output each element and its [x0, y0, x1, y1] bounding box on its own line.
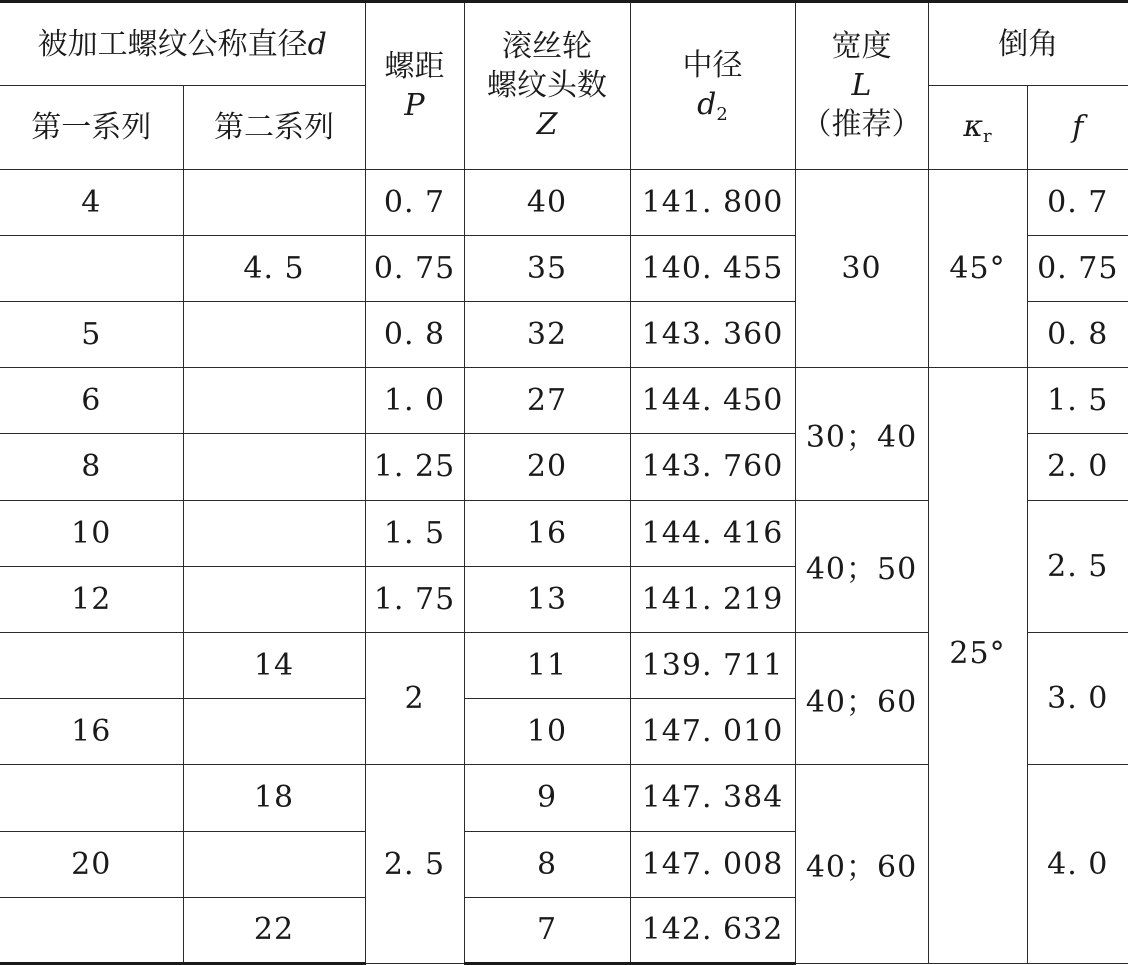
cell-heads: 16 — [464, 500, 630, 566]
cell-pitch: 0. 8 — [365, 301, 464, 367]
cell-series-1 — [0, 632, 183, 698]
cell-series-1 — [0, 765, 183, 831]
cell-pitch-merged: 2. 5 — [365, 765, 464, 964]
cell-pitch: 1. 5 — [365, 500, 464, 566]
pitch-diameter-d: d — [697, 86, 717, 122]
cell-heads: 10 — [464, 699, 630, 765]
cell-series-1 — [0, 235, 183, 301]
cell-heads: 8 — [464, 831, 630, 897]
cell-pitch-diameter: 140. 455 — [630, 235, 795, 301]
cell-pitch-diameter: 147. 008 — [630, 831, 795, 897]
cell-pitch: 1. 0 — [365, 368, 464, 434]
cell-heads: 20 — [464, 434, 630, 500]
pitch-diameter-sub: 2 — [716, 103, 728, 125]
cell-series-1: 10 — [0, 500, 183, 566]
header-series-2: 第二系列 — [183, 86, 365, 169]
cell-series-2: 22 — [183, 897, 365, 963]
cell-pitch-diameter: 147. 010 — [630, 699, 795, 765]
cell-series-2: 18 — [183, 765, 365, 831]
cell-heads: 11 — [464, 632, 630, 698]
cell-series-1 — [0, 897, 183, 963]
cell-pitch-diameter: 139. 711 — [630, 632, 795, 698]
header-series-1: 第一系列 — [0, 86, 183, 169]
cell-series-2 — [183, 301, 365, 367]
cell-width-merged: 40；50 — [795, 500, 928, 632]
header-heads — [464, 2, 630, 170]
table-row — [0, 368, 1128, 434]
cell-series-1: 16 — [0, 699, 183, 765]
cell-pitch-diameter: 141. 219 — [630, 566, 795, 632]
header-pitch-symbol: P — [404, 87, 425, 123]
cell-heads: 35 — [464, 235, 630, 301]
header-heads-line1: 滚丝轮 — [502, 29, 592, 65]
cell-width-merged: 40；60 — [795, 765, 928, 964]
cell-width-merged: 30 — [795, 169, 928, 368]
cell-heads: 13 — [464, 566, 630, 632]
cell-kappa-merged: 25° — [928, 368, 1027, 964]
cell-width-merged: 40；60 — [795, 632, 928, 764]
header-width — [795, 2, 928, 170]
header-row-1 — [0, 2, 1128, 86]
cell-pitch: 1. 25 — [365, 434, 464, 500]
header-pitch-diameter — [630, 2, 795, 170]
cell-heads: 9 — [464, 765, 630, 831]
cell-f: 2. 0 — [1027, 434, 1128, 500]
header-width-label: 宽度 — [831, 29, 892, 65]
header-pitch-label: 螺距 — [384, 48, 445, 84]
cell-heads: 32 — [464, 301, 630, 367]
cell-series-1: 4 — [0, 169, 183, 235]
cell-pitch-diameter: 143. 360 — [630, 301, 795, 367]
cell-pitch: 0. 7 — [365, 169, 464, 235]
cell-heads: 40 — [464, 169, 630, 235]
header-nominal-diameter — [0, 2, 365, 86]
cell-series-2 — [183, 434, 365, 500]
header-chamfer — [928, 2, 1128, 86]
cell-series-2 — [183, 566, 365, 632]
cell-pitch-diameter: 144. 450 — [630, 368, 795, 434]
header-nominal-diameter-symbol: d — [307, 26, 327, 62]
cell-series-1: 20 — [0, 831, 183, 897]
cell-f-merged: 4. 0 — [1027, 765, 1128, 964]
table-row — [0, 169, 1128, 235]
header-heads-symbol: Z — [536, 107, 558, 143]
cell-pitch-diameter: 147. 384 — [630, 765, 795, 831]
header-pitch-diameter-label: 中径 — [682, 47, 743, 83]
header-heads-line2: 螺纹头数 — [487, 68, 607, 104]
cell-pitch: 0. 75 — [365, 235, 464, 301]
cell-pitch: 1. 75 — [365, 566, 464, 632]
cell-f: 0. 75 — [1027, 235, 1128, 301]
cell-f: 1. 5 — [1027, 368, 1128, 434]
cell-pitch-diameter: 141. 800 — [630, 169, 795, 235]
cell-series-1: 8 — [0, 434, 183, 500]
cell-series-1: 5 — [0, 301, 183, 367]
kappa-sub: r — [983, 125, 992, 147]
header-chamfer-label: 倒角 — [998, 26, 1059, 62]
cell-series-1: 6 — [0, 368, 183, 434]
kappa-symbol: κ — [963, 108, 984, 144]
cell-pitch-diameter: 143. 760 — [630, 434, 795, 500]
cell-series-2: 4. 5 — [183, 235, 365, 301]
cell-series-2: 14 — [183, 632, 365, 698]
cell-kappa-merged: 45° — [928, 169, 1027, 368]
cell-series-2 — [183, 699, 365, 765]
cell-f: 0. 7 — [1027, 169, 1128, 235]
cell-series-2 — [183, 831, 365, 897]
cell-series-2 — [183, 500, 365, 566]
header-pitch — [365, 2, 464, 170]
cell-heads: 27 — [464, 368, 630, 434]
header-kappa — [928, 86, 1027, 169]
header-f: f — [1027, 86, 1128, 169]
cell-pitch-diameter: 142. 632 — [630, 897, 795, 963]
cell-pitch-merged: 2 — [365, 632, 464, 764]
cell-f-merged: 3. 0 — [1027, 632, 1128, 764]
header-nominal-diameter-text: 被加工螺纹公称直径 — [37, 26, 308, 62]
cell-f-merged: 2. 5 — [1027, 500, 1128, 632]
cell-f: 0. 8 — [1027, 301, 1128, 367]
cell-series-2 — [183, 169, 365, 235]
cell-series-2 — [183, 368, 365, 434]
cell-width-merged: 30；40 — [795, 368, 928, 500]
cell-pitch-diameter: 144. 416 — [630, 500, 795, 566]
cell-series-1: 12 — [0, 566, 183, 632]
cell-heads: 7 — [464, 897, 630, 963]
header-pitch-diameter-symbol — [631, 85, 795, 126]
header-width-symbol: L — [851, 68, 872, 104]
header-width-note: （推荐） — [801, 107, 922, 143]
